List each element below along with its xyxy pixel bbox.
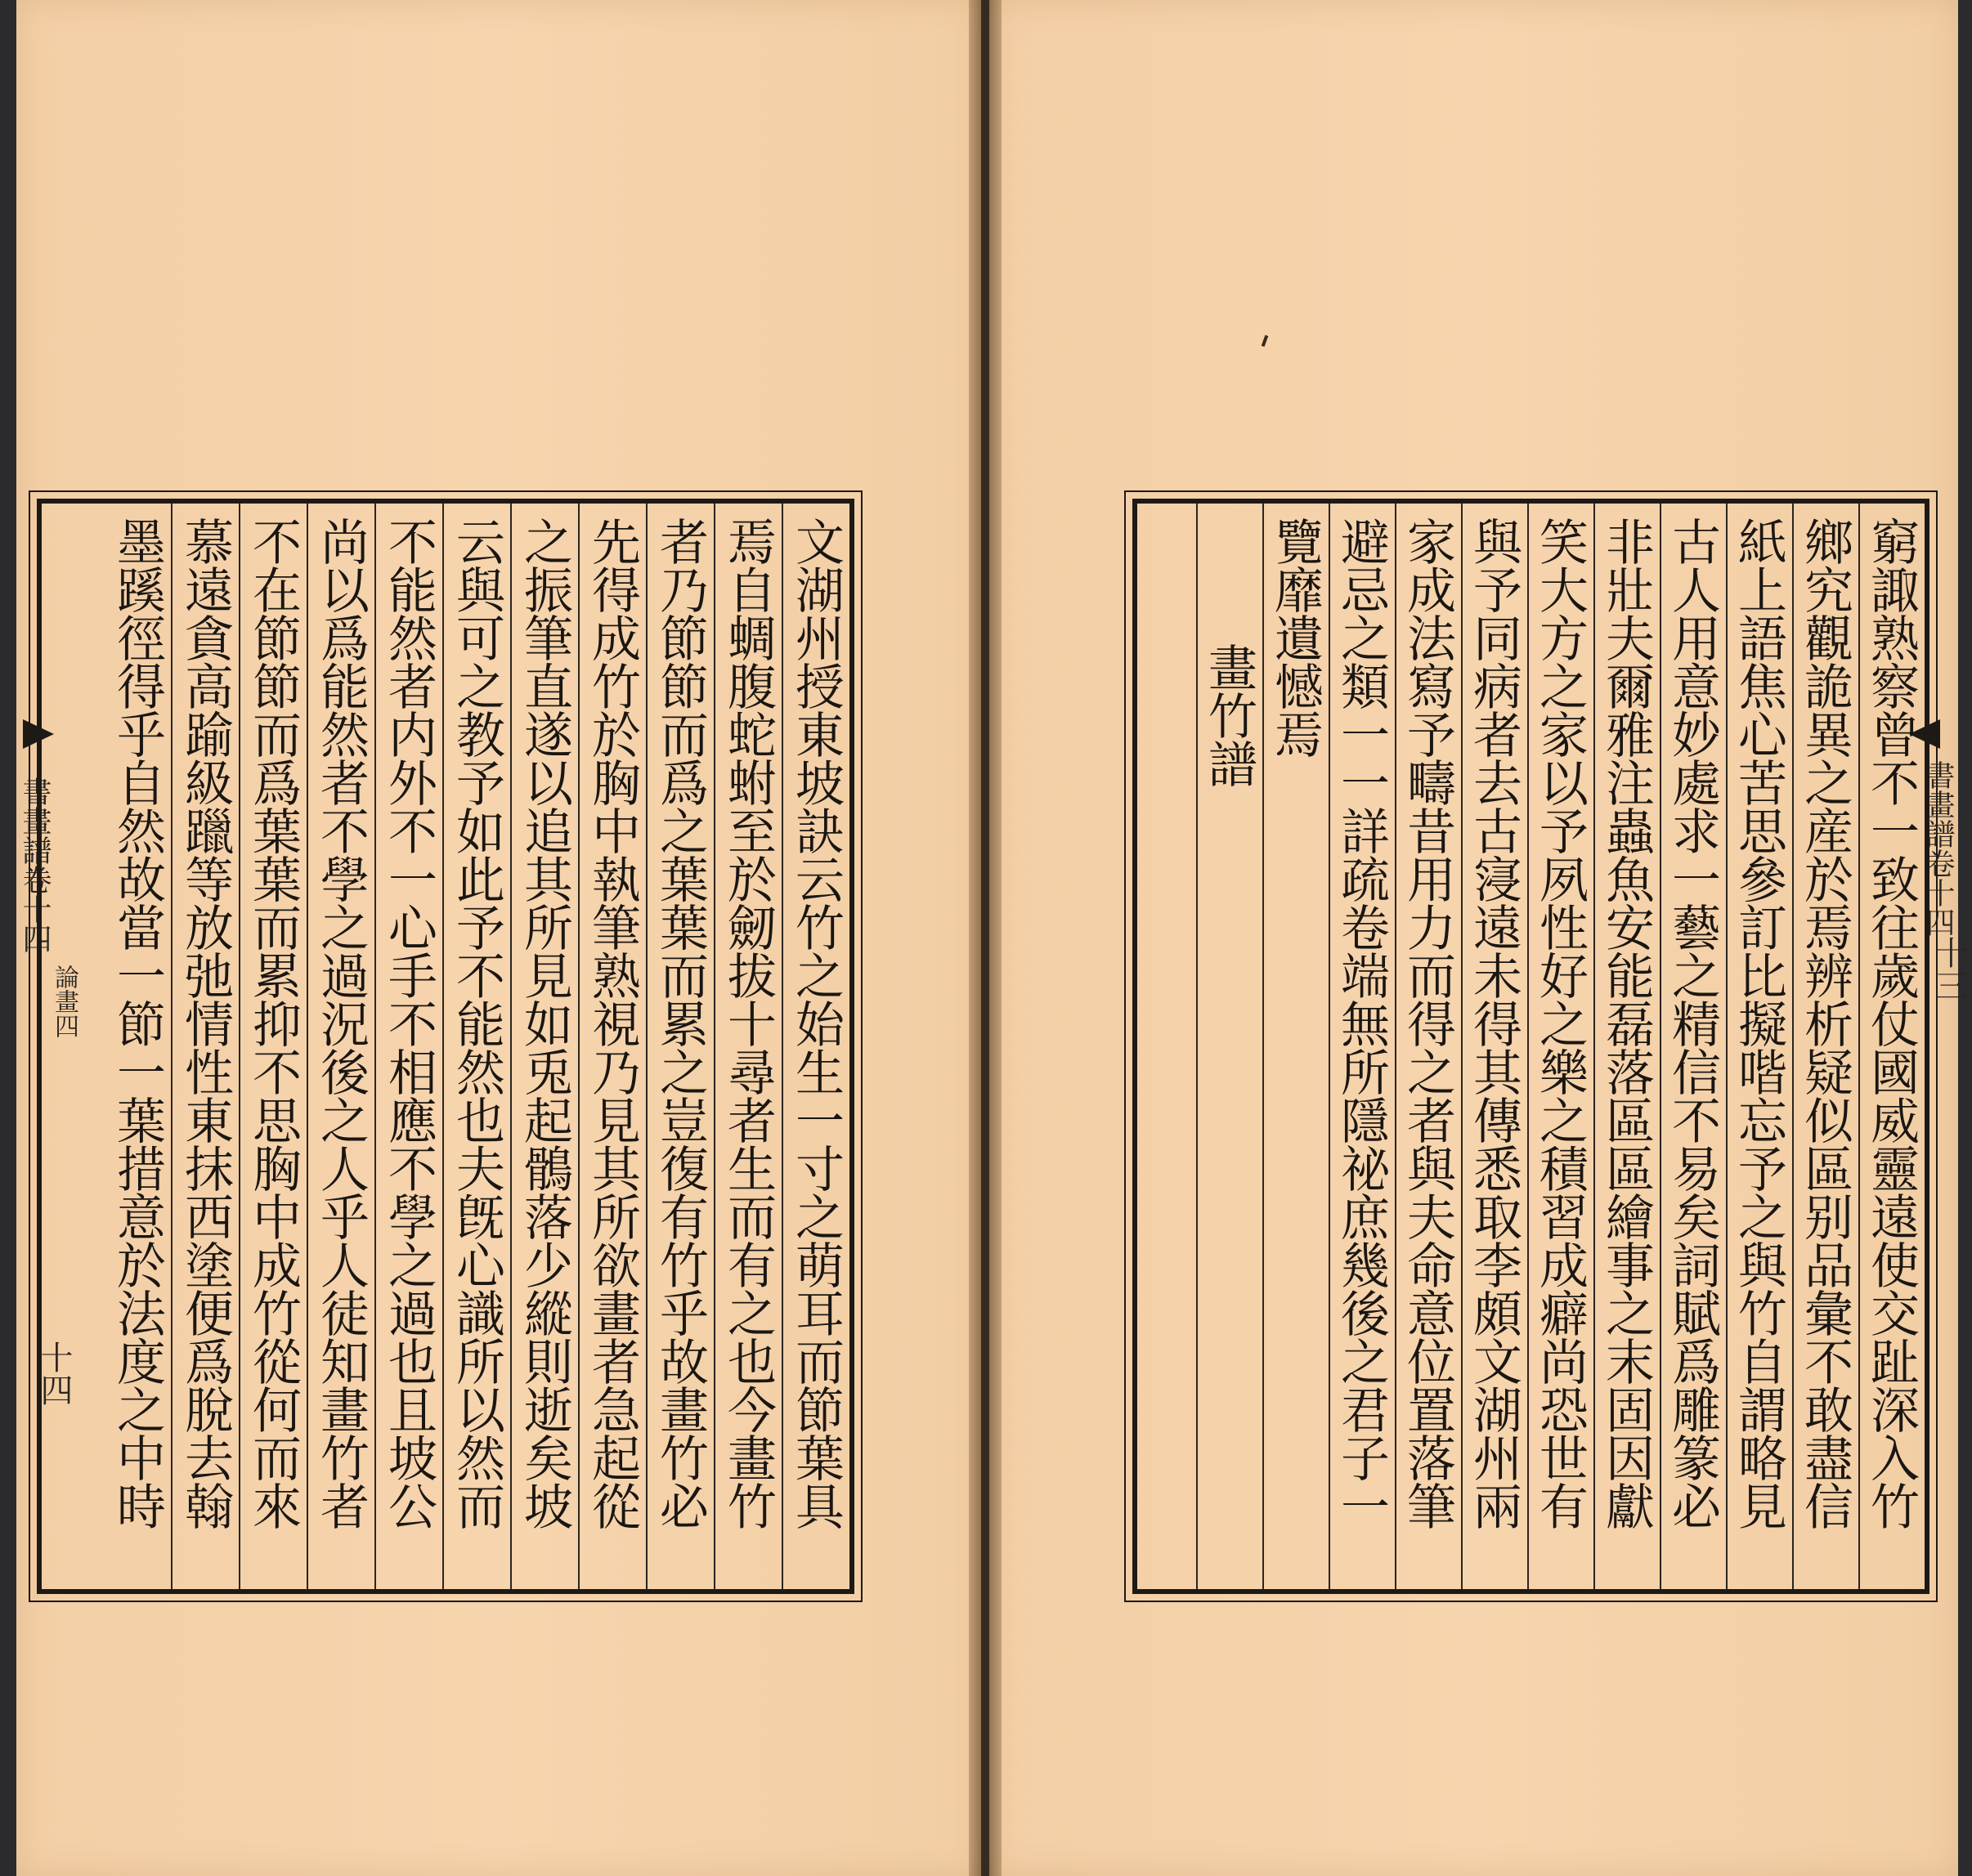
right-fore-edge-title: 書畫譜卷十四 [1921,760,1955,937]
right-page-number: 十三 [1929,936,1967,1001]
text-column-blank [1137,504,1196,1589]
text-column: 覽靡遺憾焉 [1262,504,1329,1589]
right-text-block [1132,499,1929,1594]
book-gutter [969,0,1002,1876]
left-fore-edge-section: 論畫四 [50,965,78,1038]
text-column: 笑大方之家以予夙性好之樂之積習成癖尚恐世有 [1527,504,1593,1589]
text-column: 非壯夫爾雅注蟲魚安能磊落區區繪事之末固因獻 [1593,504,1660,1589]
text-column: 墨蹊徑得乎自然故當一節一葉措意於法度之中時 [109,517,166,1529]
text-column: 家成法寫予疇昔用力而得之者與夫命意位置落筆 [1395,504,1461,1589]
text-column: 之振筆直遂以追其所見如兎起鶻落少縱則逝矣坡 [510,504,578,1589]
text-column: 不在節節而爲葉葉而累抑不思胸中成竹從何而來 [239,504,307,1589]
text-column: 避忌之類一一詳疏卷端無所隱祕庶幾後之君子一 [1329,504,1395,1589]
text-column: 尚以爲能然者不學之過況後之人乎人徒知畫竹者 [307,504,374,1589]
text-column: 云與可之教予如此予不能然也夫旣心識所以然而 [442,504,510,1589]
left-page-number: 十四 [35,1341,73,1406]
text-column: 者乃節節而爲之葉葉而累之豈復有竹乎故畫竹必 [646,504,714,1589]
text-column: 先得成竹於胸中執筆熟視乃見其所欲畫者急起從 [578,504,646,1589]
text-column: 文湖州授東坡訣云竹之始生一寸之萌耳而節葉具 [782,504,849,1589]
left-fore-edge-title: 書畫譜卷十四 [18,777,52,953]
text-column: 焉自蜩腹蛇蚹至於劒拔十尋者生而有之也今畫竹 [714,504,782,1589]
text-column: 古人用意妙處求一藝之精信不易矣詞賦爲雕篆必 [1660,504,1726,1589]
text-column: 慕遠貪高踰級躐等放弛情性東抹西塗便爲脫去翰 [171,504,239,1589]
text-column: 不能然者内外不一心手不相應不學之過也且坡公 [374,504,442,1589]
left-text-block [37,499,854,1594]
text-column: 紙上語焦心苦思參訂比擬喈忘予之與竹自謂略見 [1726,504,1792,1589]
text-column: 窮諏熟察曾不一致往歲仗國威靈遠使交趾深入竹 [1858,504,1925,1589]
text-column: 與予同病者去古寖遠未得其傳悉取李頗文湖州兩 [1461,504,1527,1589]
text-column: 鄉究觀詭異之産於焉辨析疑似區别品彙不敢盡信 [1792,504,1858,1589]
section-heading: 畫竹譜 [1196,504,1262,1589]
